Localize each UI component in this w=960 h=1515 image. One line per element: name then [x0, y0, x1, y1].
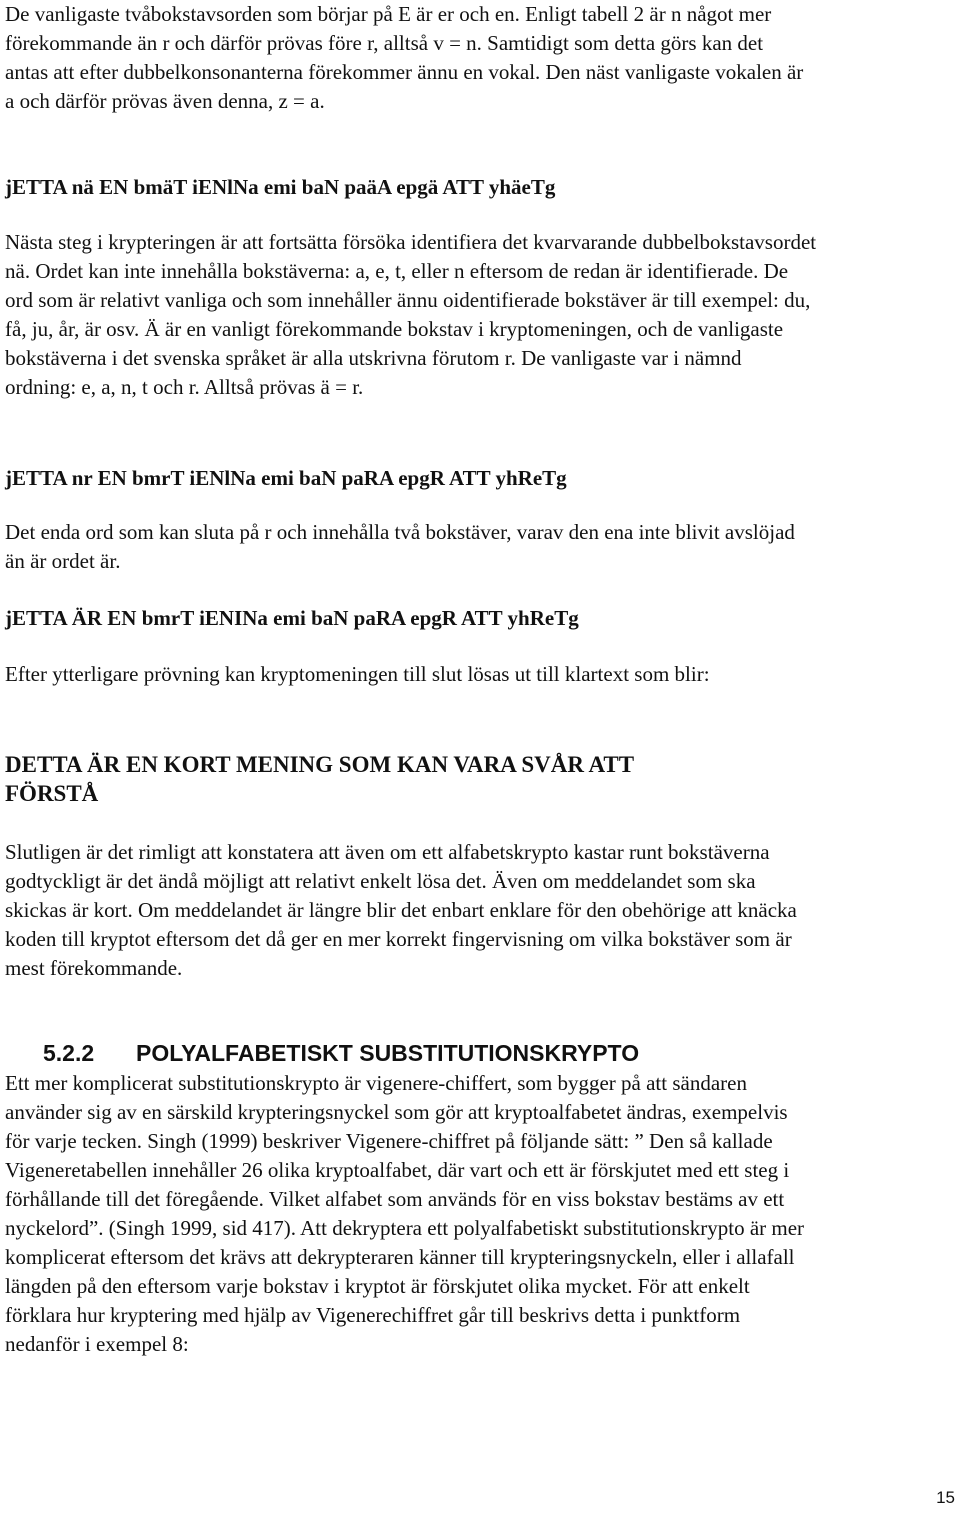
cipher-line-2: jETTA nr EN bmrT iENlNa emi baN paRA epgR ATT yhReTg: [5, 466, 567, 490]
paragraph-only-word: Det enda ord som kan sluta på r och innehålla två bokstäver, varav den ena inte blivit avslöjad än är ordet är.: [5, 520, 795, 573]
cipher-line-3: jETTA ÄR EN bmrT iENINa emi baN paRA epgR ATT yhReTg: [5, 606, 579, 630]
section-heading: [5, 1039, 823, 1068]
section-number: 5.2.2: [43, 1040, 95, 1066]
cipher-line-1: jETTA nä EN bmäT iENlNa emi baN paäA epgä ATT yhäeTg: [5, 175, 556, 199]
section-title: POLYALFABETISKT SUBSTITUTIONSKRYPTO: [136, 1040, 640, 1066]
paragraph-polyalphabetic: Ett mer komplicerat substitutionskrypto är vigenere-chiffert, som bygger på att sändaren använder sig av en särskild krypteringsnyckel som gör att kryptoalfabetet ändras, exempelvis för varje tecken. Singh (1999) beskriver Vigenere-chiffret på följande sätt: ” Den så kallade Vigeneretabellen innehåller 26 olika kryptoalfabet, där vart och ett är förskjutet med ett steg i förhållande till det föregående. Vilket alfabet som används för en viss bokstav bestäms av ett nyckelord”. (Singh 1999, sid 417). Att dekryptera ett polyalfabetiskt substitutionskrypto är mer komplicerat eftersom det krävs att dekrypteraren känner till krypteringsnyckeln, eller i allafall längden på den eftersom varje bokstav i kryptot är förskjutet olika mycket. För att enkelt förklara hur kryptering med hjälp av Vigenerechiffret går till beskrivs detta i punktform nedanför i exempel 8:: [5, 1071, 805, 1356]
paragraph-intro: De vanligaste tvåbokstavsorden som börjar på E är er och en. Enligt tabell 2 är n något mer förekommande än r och därför prövas före r, alltså v = n. Samtidigt som detta görs kan det antas att efter dubbelkonsonanterna förekommer ännu en vokal. Den näst vanligaste vokalen är a och därför prövas även denna, z = a.: [5, 2, 804, 113]
paragraph-further-testing: Efter ytterligare prövning kan kryptomeningen till slut lösas ut till klartext som blir:: [5, 662, 710, 686]
paragraph-next-step: Nästa steg i krypteringen är att fortsätta försöka identifiera det kvarvarande dubbelbokstavsordet nä. Ordet kan inte innehålla bokstäverna: a, e, t, eller n eftersom de redan är identifierade. De ord som är relativt vanliga och som innehåller ännu oidentifierade bokstäver är till exempel: du, få, ju, år, är osv. Ä är en vanligt förekommande bokstav i kryptomeningen, och de vanligaste bokstäverna i det svenska språket är alla utskrivna förutom r. De vanligaste var i nämnd ordning: e, a, n, t och r. Alltså prövas ä = r.: [5, 230, 817, 399]
page-number: 15: [936, 1488, 955, 1507]
paragraph-conclusion: Slutligen är det rimligt att konstatera att även om ett alfabetskrypto kastar runt bokstäverna godtyckligt är det ändå möjligt att relativt enkelt lösa det. Även om meddelandet som ska skickas är kort. Om meddelandet är längre blir det enbart enklare för den obehörige att knäcka koden till kryptot eftersom det då ger en mer korrekt fingervisning om vilka bokstäver som är mest förekommande.: [5, 840, 797, 980]
plaintext-result: DETTA ÄR EN KORT MENING SOM KAN VARA SVÅR ATT FÖRSTÅ: [5, 752, 634, 806]
